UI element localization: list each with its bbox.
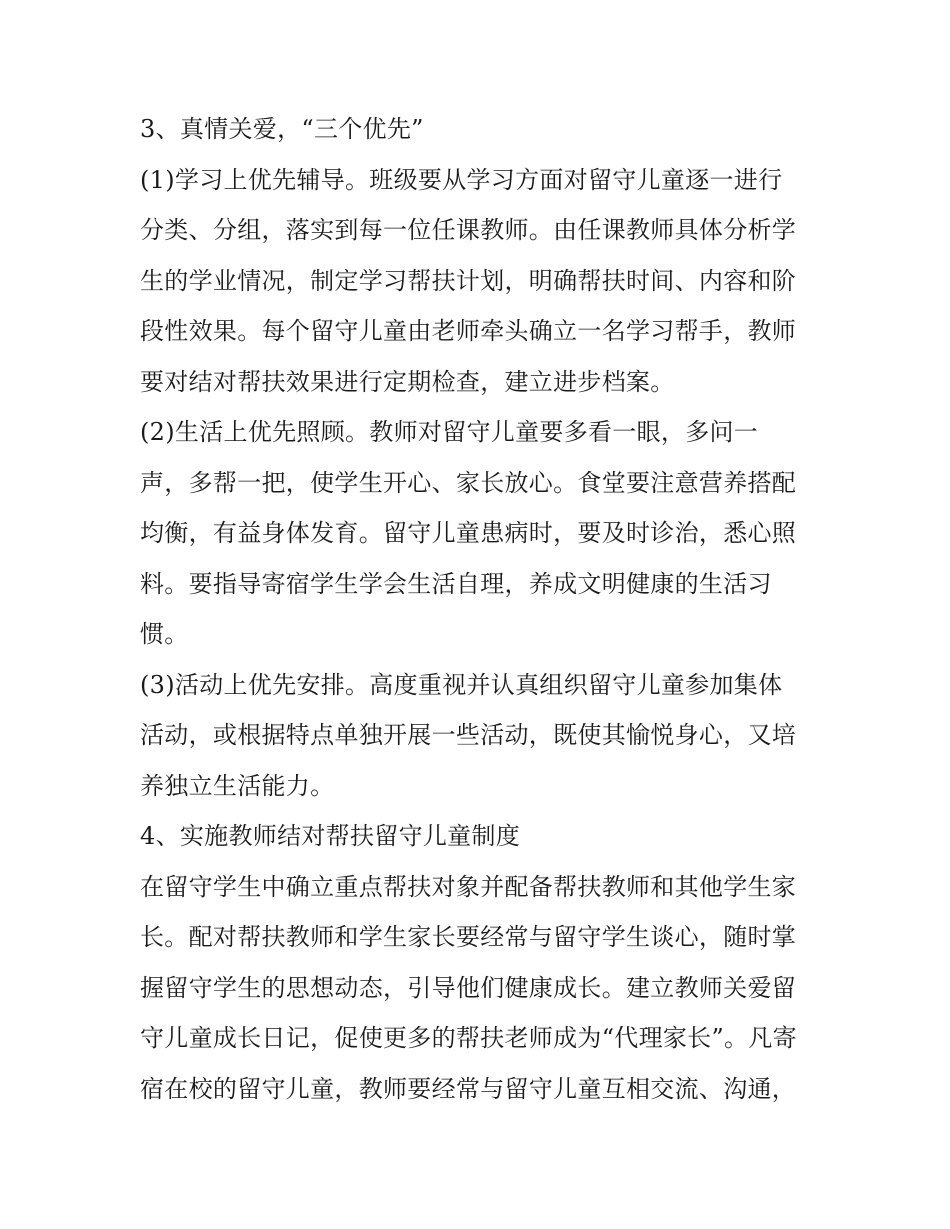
text-line: (1)学习上优先辅导。班级要从学习方面对留守儿童逐一进行 (140, 165, 783, 194)
text-line: 惯。 (140, 620, 189, 648)
text-line: 握留守学生的思想动态，引导他们健康成长。建立教师关爱留 (140, 973, 797, 1002)
text-line: 要对结对帮扶效果进行定期检查，建立进步档案。 (140, 367, 675, 396)
text-line: 宿在校的留守儿童，教师要经常与留守儿童互相交流、沟通， (140, 1074, 797, 1103)
text-line: 生的学业情况，制定学习帮扶计划，明确帮扶时间、内容和阶 (140, 266, 797, 295)
text-line: 活动，或根据特点单独开展一些活动，既使其愉悦身心，又培 (140, 721, 797, 749)
text-line: 料。要指导寄宿学生学会生活自理，养成文明健康的生活习 (140, 569, 772, 598)
section-heading-4: 4、实施教师结对帮扶留守儿童制度 (140, 822, 521, 850)
text-line: 均衡，有益身体发育。留守儿童患病时，要及时诊治，悉心照 (140, 519, 797, 547)
text-line: (2)生活上优先照顾。教师对留守儿童要多看一眼，多问一 (140, 418, 759, 446)
text-line: 长。配对帮扶教师和学生家长要经常与留守学生谈心，随时掌 (140, 923, 797, 951)
text-line: 段性效果。每个留守儿童由老师牵头确立一名学习帮手，教师 (140, 317, 797, 345)
text-line: (3)活动上优先安排。高度重视并认真组织留守儿童参加集体 (140, 670, 783, 699)
text-line: 声，多帮一把，使学生开心、家长放心。食堂要注意营养搭配 (140, 468, 797, 497)
text-line: 守儿童成长日记，促使更多的帮扶老师成为“代理家长”。凡寄 (140, 1024, 797, 1052)
section-heading-3: 3、真情关爱，“三个优先” (140, 115, 424, 143)
text-line: 养独立生活能力。 (140, 771, 335, 800)
document-body (140, 104, 830, 1114)
text-line: 分类、分组，落实到每一位任课教师。由任课教师具体分析学 (140, 216, 797, 244)
text-line: 在留守学生中确立重点帮扶对象并配备帮扶教师和其他学生家 (140, 872, 797, 901)
